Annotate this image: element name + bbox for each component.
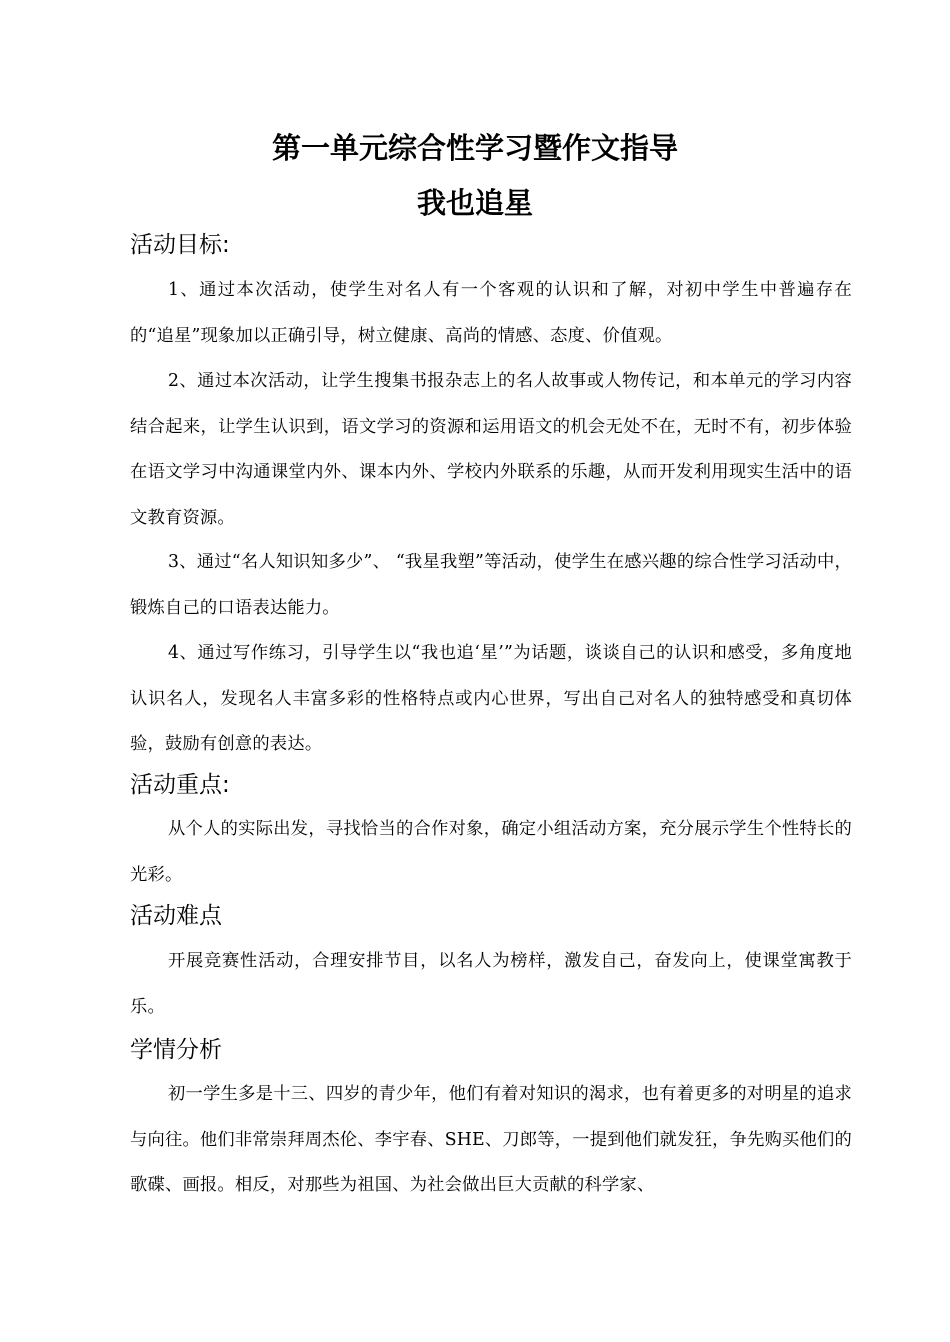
document-title: 第一单元综合性学习暨作文指导 bbox=[271, 131, 678, 165]
section-heading-goals: 活动目标: bbox=[130, 232, 230, 258]
goal-paragraph-2: 2、通过本次活动，让学生搜集书报杂志上的名人故事或人物传记，和本单元的学习内容结合起来，让学生认识到，语文学习的资源和运用语文的机会无处不在，无时不有，初步体验在语文学习中沟通课堂内外、课本内外、学校内外联系的乐趣，从而开发利用现实生活中的语文教育资源。 bbox=[130, 371, 852, 528]
section-heading-focus: 活动重点: bbox=[130, 772, 230, 798]
analysis-paragraph: 初一学生多是十三、四岁的青少年，他们有着对知识的渴求，也有着更多的对明星的追求与向往。他们非常崇拜周杰伦、李宇春、SHE、刀郎等，一提到他们就发狂，争先购买他们的歌碟、画报。相反，对那些为祖国、为社会做出巨大贡献的科学家、 bbox=[130, 1084, 852, 1195]
goal-paragraph-3: 3、通过“名人知识知多少”、 “我星我塑”等活动，使学生在感兴趣的综合性学习活动中，锻炼自己的口语表达能力。 bbox=[130, 552, 852, 618]
goal-paragraph-1: 1、通过本次活动，使学生对名人有一个客观的认识和了解，对初中学生中普遍存在的“追星”现象加以正确引导，树立健康、高尚的情感、态度、价值观。 bbox=[130, 280, 852, 346]
focus-paragraph: 从个人的实际出发，寻找恰当的合作对象，确定小组活动方案，充分展示学生个性特长的光彩。 bbox=[130, 819, 852, 885]
difficulty-paragraph: 开展竞赛性活动，合理安排节目，以名人为榜样，激发自己，奋发向上，使课堂寓教于乐。 bbox=[130, 951, 852, 1017]
goal-paragraph-4: 4、通过写作练习，引导学生以“我也追‘星’”为话题，谈谈自己的认识和感受，多角度地认识名人，发现名人丰富多彩的性格特点或内心世界，写出自己对名人的独特感受和真切体验，鼓励有创意的表达。 bbox=[130, 643, 852, 754]
document-subtitle: 我也追星 bbox=[416, 186, 533, 220]
section-heading-difficulty: 活动难点 bbox=[130, 903, 222, 929]
section-heading-analysis: 学情分析 bbox=[130, 1037, 222, 1063]
